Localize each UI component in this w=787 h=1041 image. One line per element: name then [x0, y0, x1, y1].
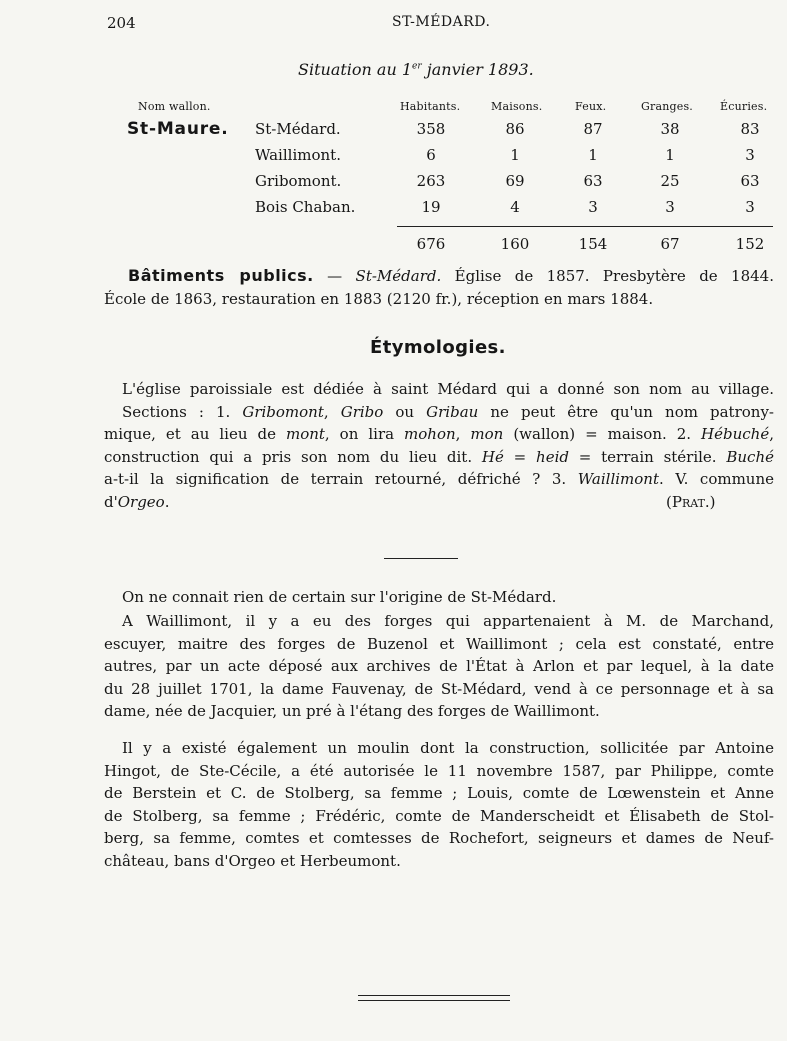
commune-name: St-Maure.: [127, 119, 229, 139]
paragraph-line: Hingot, de Ste-Cécile, a été autorisée le 11 novembre 1587, par Philippe, comte: [104, 761, 774, 780]
cell-granges: 1: [665, 146, 675, 164]
cell-habitants: 6: [426, 146, 436, 164]
paragraph-line: de Berstein et C. de Stolberg, sa femme ; Louis, comte de Lœwenstein et Anne: [104, 784, 774, 802]
text-run: .: [164, 492, 170, 511]
paragraph-line: L'église paroissiale est dédiée à saint Médard qui a donné son nom au village.: [122, 380, 774, 398]
batiments-place: St-Médard.: [355, 267, 442, 285]
total-ecuries: 152: [735, 235, 765, 253]
table-row: [0, 146, 787, 168]
paragraph-line: berg, sa femme, comtes et comtesses de Rochefort, seigneurs et dames de Neuf-: [104, 829, 774, 847]
paragraph-line: On ne connait rien de certain sur l'origine de St-Médard.: [122, 588, 557, 606]
text-run: (wallon) = maison. 2.: [503, 425, 702, 443]
text-run: Sections : 1.: [122, 402, 243, 421]
cell-ecuries: 3: [745, 198, 755, 216]
situation-prefix: Situation au 1: [298, 60, 413, 79]
paragraph-line: [104, 401, 774, 424]
paragraph-line: escuyer, maitre des forges de Buzenol et Waillimont ; cela est constaté, entre: [104, 634, 774, 653]
cell-ecuries: 83: [740, 120, 760, 138]
text-run: , on lira: [324, 425, 405, 443]
text-run: = terrain stérile.: [568, 447, 727, 466]
end-rule-bottom: [358, 1000, 510, 1001]
paragraph-line: autres, par un acte déposé aux archives de l'État à Arlon et par lequel, à la date: [104, 657, 774, 675]
table-row: [0, 120, 787, 142]
cell-granges: 38: [660, 120, 680, 138]
end-rule-top: [358, 995, 510, 996]
total-feux: 154: [578, 235, 608, 253]
paragraph-line: A Waillimont, il y a eu des forges qui appartenaient à M. de Marchand,: [122, 612, 774, 630]
total-habitants: 676: [416, 235, 446, 253]
total-maisons: 160: [500, 235, 530, 253]
paragraph-line: École de 1863, restauration en 1883 (2120 fr.), réception en mars 1884.: [104, 289, 654, 308]
paragraph-line: de Stolberg, sa femme ; Frédéric, comte de Manderscheidt et Élisabeth de Stol-: [104, 806, 774, 825]
batiments-heading: Bâtiments publics.: [128, 266, 314, 285]
cell-granges: 25: [660, 172, 680, 190]
text-run: Orgeo: [117, 492, 165, 511]
text-run: ,: [323, 402, 341, 421]
cell-feux: 3: [588, 198, 598, 216]
header-maisons: Maisons.: [491, 100, 543, 113]
cell-maisons: 69: [505, 172, 525, 190]
cell-habitants: 263: [416, 172, 446, 190]
paragraph-line: [104, 468, 774, 491]
paragraph-line: du 28 juillet 1701, la dame Fauvenay, de St-Médard, vend à ce personnage et à sa: [104, 679, 774, 698]
situation-sup: er: [412, 61, 422, 72]
cell-maisons: 4: [510, 198, 520, 216]
text-run: =: [503, 447, 537, 466]
totals-rule: [397, 226, 773, 227]
header-nom-wallon: Nom wallon.: [138, 100, 211, 113]
history-paragraph-2: [104, 610, 774, 723]
history-paragraph-1: [104, 586, 774, 609]
text-run: Waillimont: [577, 470, 659, 488]
paragraph-line: château, bans d'Orgeo et Herbeumont.: [104, 851, 401, 870]
text-run: d': [104, 492, 118, 511]
text-run: a-t-il la signification de terrain retourné, défriché ? 3.: [104, 470, 578, 488]
cell-ecuries: 3: [745, 146, 755, 164]
situation-heading: [298, 60, 534, 79]
cell-granges: 3: [665, 198, 675, 216]
running-title: ST-MÉDARD.: [392, 14, 491, 30]
totals-row: [0, 235, 787, 257]
text-run: heid: [536, 447, 569, 466]
history-paragraph-3: [104, 737, 774, 872]
text-run: Gribau: [426, 402, 479, 421]
text-run: . V. commune: [659, 470, 774, 488]
cell-feux: 63: [583, 172, 603, 190]
text-run: ,: [769, 425, 774, 443]
header-ecuries: Écuries.: [720, 100, 768, 113]
header-granges: Granges.: [641, 100, 693, 113]
paragraph-line: [104, 491, 774, 514]
source-attribution: (Prat.): [666, 492, 716, 511]
section-name: Waillimont.: [255, 146, 341, 164]
batiments-line1: Église de 1857. Presbytère de 1844.: [441, 267, 774, 285]
text-run: mon: [470, 425, 504, 443]
table-row: [0, 172, 787, 194]
section-name: Bois Chaban.: [255, 198, 356, 216]
batiments-dash: —: [313, 267, 356, 285]
text-run: Hé: [481, 447, 504, 466]
table-row: [0, 198, 787, 220]
situation-suffix: janvier 1893.: [421, 60, 534, 79]
text-run: mique, et au lieu de: [104, 425, 286, 443]
paragraph-line: [104, 446, 774, 469]
header-habitants: Habitants.: [400, 100, 461, 113]
section-divider: [384, 558, 458, 559]
text-run: ou: [383, 402, 427, 421]
paragraph-line: Il y a existé également un moulin dont la construction, sollicitée par Antoine: [122, 739, 774, 757]
cell-habitants: 19: [421, 198, 441, 216]
cell-habitants: 358: [416, 120, 446, 138]
text-run: Gribo: [340, 402, 384, 421]
text-run: Hébuché: [701, 425, 770, 443]
cell-feux: 87: [583, 120, 603, 138]
text-run: mont: [285, 425, 325, 443]
cell-feux: 1: [588, 146, 598, 164]
text-run: mohon: [404, 425, 456, 443]
page-number: 204: [107, 14, 136, 32]
batiments-publics-paragraph: [104, 265, 774, 310]
paragraph-line: dame, née de Jacquier, un pré à l'étang des forges de Waillimont.: [104, 702, 600, 720]
text-run: construction qui a pris son nom du lieu dit.: [104, 447, 482, 466]
text-run: ne peut être qu'un nom patrony-: [478, 402, 774, 421]
etymologies-paragraph: [104, 378, 774, 513]
text-run: Gribomont: [242, 402, 324, 421]
paragraph-line: [104, 423, 774, 446]
cell-maisons: 86: [505, 120, 525, 138]
text-run: Buché: [726, 447, 774, 466]
section-name: St-Médard.: [255, 120, 341, 138]
etymologies-title: Étymologies.: [370, 337, 506, 358]
cell-ecuries: 63: [740, 172, 760, 190]
paragraph-line: [104, 265, 774, 288]
text-run: ,: [455, 425, 471, 443]
header-feux: Feux.: [575, 100, 607, 113]
cell-maisons: 1: [510, 146, 520, 164]
total-granges: 67: [660, 235, 680, 253]
section-name: Gribomont.: [255, 172, 342, 190]
